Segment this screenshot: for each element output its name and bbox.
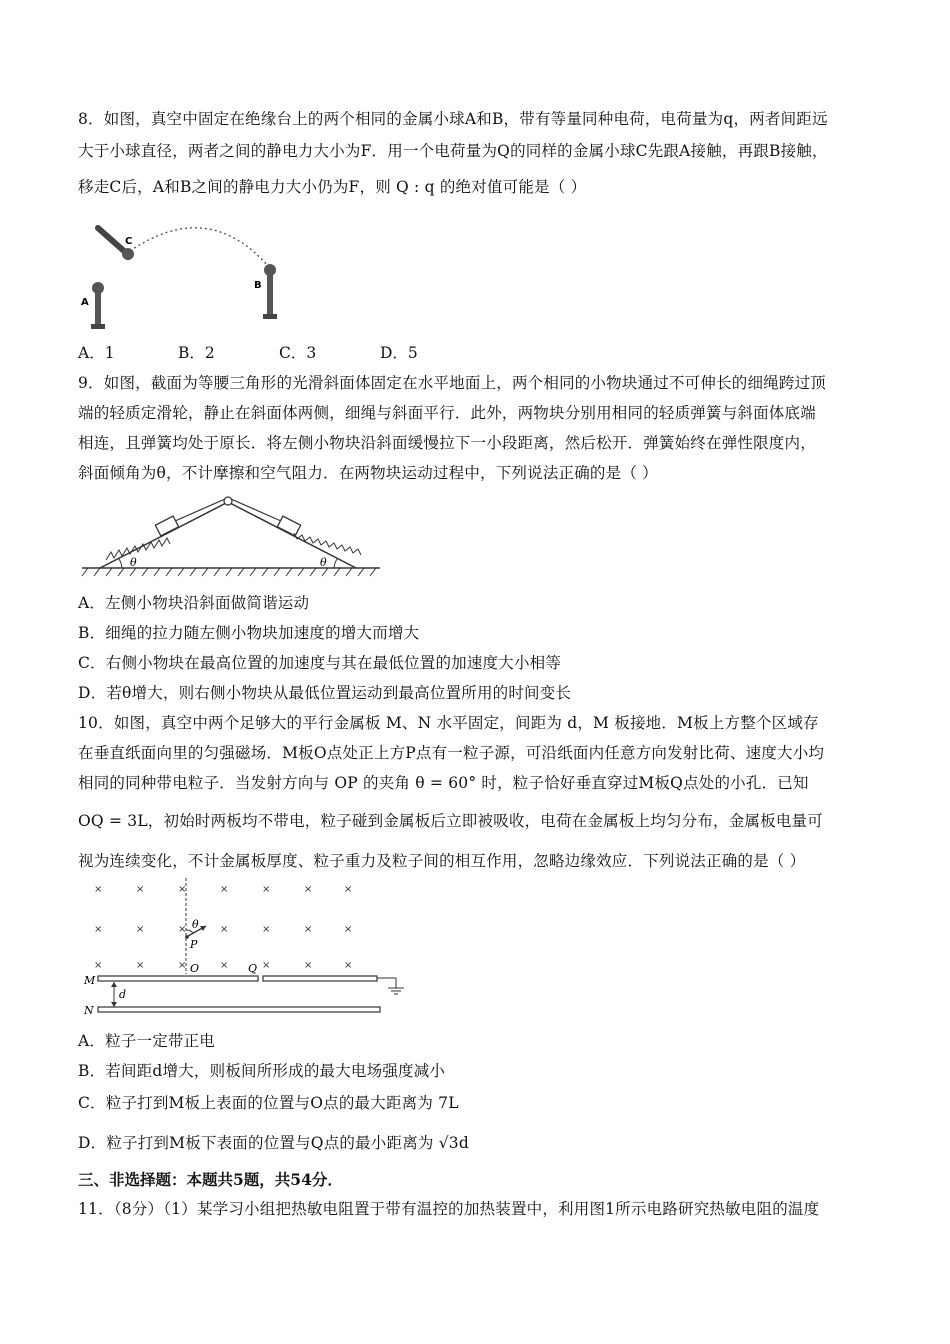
q9-spring-right <box>294 533 361 555</box>
q10-label-o: O <box>190 962 200 975</box>
svg-text:×: × <box>178 960 187 971</box>
q8-stem-line-2: 大于小球直径，两者之间的静电力大小为F．用一个电荷量为Q的同样的金属小球C先跟A接触，再跟B接触， <box>78 142 828 160</box>
q9-stem-line-2: 端的轻质定滑轮，静止在斜面体两侧，细绳与斜面平行．此外，两物块分别用相同的轻质弹簧与斜面体底端 <box>78 404 816 422</box>
q9-option-b[interactable]: B．细绳的拉力随左侧小物块加速度的增大而增大 <box>78 624 420 642</box>
q8-base-a <box>91 324 105 329</box>
svg-text:×: × <box>344 924 353 935</box>
q9-ground-hatch <box>82 568 376 576</box>
q9-pulley <box>224 497 232 505</box>
q9-block-right <box>277 516 300 536</box>
q10-label-q: Q <box>248 962 258 975</box>
q10-label-theta: θ <box>192 918 199 931</box>
q9-incline-triangle <box>100 502 356 568</box>
q10-point-p <box>185 935 189 939</box>
q8-label-c: C <box>125 236 133 247</box>
q10-stem-line-1: 10．如图，真空中两个足够大的平行金属板 M、N 水平固定，间距为 d，M 板接地．M板上方整个区域存 <box>78 714 819 732</box>
svg-text:×: × <box>94 924 103 935</box>
q8-insulating-handle <box>98 228 124 251</box>
q10-stem-line-2: 在垂直纸面向里的匀强磁场．M板O点处正上方P点有一粒子源，可沿纸面内任意方向发射比荷、速度大小均 <box>78 744 825 762</box>
svg-text:×: × <box>220 884 229 895</box>
svg-text:×: × <box>304 884 313 895</box>
q9-option-c[interactable]: C．右侧小物块在最高位置的加速度与其在最低位置的加速度大小相等 <box>78 654 562 672</box>
q8-option-b[interactable]: B．2 <box>178 344 215 362</box>
q10-plate-m-right <box>263 976 377 981</box>
q9-block-left <box>155 516 178 536</box>
q8-ball-a <box>92 282 104 294</box>
svg-text:×: × <box>94 960 103 971</box>
q9-stem-line-4: 斜面倾角为θ，不计摩擦和空气阻力．在两物块运动过程中，下列说法正确的是（ ） <box>78 464 658 482</box>
svg-text:×: × <box>136 924 145 935</box>
q11-stem-line-1: 11．（8分）（1）某学习小组把热敏电阻置于带有温控的加热装置中，利用图1所示电路研究热敏电阻的温度 <box>78 1200 820 1218</box>
svg-text:×: × <box>304 924 313 935</box>
q9-angle-arc-right <box>334 559 337 568</box>
q9-rope-left <box>175 499 225 521</box>
q9-stem-line-3: 相连，且弹簧均处于原长．将左侧小物块沿斜面缓慢拉下一小段距离，然后松开．弹簧始终在弹性限度内， <box>78 434 816 452</box>
q10-option-d[interactable]: D．粒子打到M板下表面的位置与Q点的最小距离为 √3d <box>78 1134 469 1152</box>
q8-stand-b <box>267 275 273 315</box>
q8-trajectory-dashed <box>130 228 268 266</box>
q8-option-c[interactable]: C．3 <box>279 344 317 362</box>
q8-ball-b <box>264 264 276 276</box>
q10-label-m: M <box>84 974 96 987</box>
svg-text:×: × <box>344 884 353 895</box>
q8-figure <box>78 218 288 336</box>
q10-plate-n <box>98 1007 380 1012</box>
svg-text:×: × <box>262 924 271 935</box>
q8-base-b <box>263 314 277 319</box>
q10-label-n: N <box>84 1004 94 1017</box>
q10-gap-arrow-top <box>111 982 117 987</box>
svg-text:×: × <box>136 960 145 971</box>
q10-figure <box>82 878 412 1020</box>
q8-stand-a <box>95 293 101 325</box>
q10-stem-line-4: OQ = 3L，初始时两板均不带电，粒子碰到金属板后立即被吸收，电荷在金属板上均匀分布，金属板电量可 <box>78 812 823 830</box>
q8-label-b: B <box>254 280 262 291</box>
svg-text:×: × <box>136 884 145 895</box>
q9-angle-arc-left <box>119 559 122 568</box>
q9-theta-left: θ <box>130 556 137 569</box>
q10-gap-arrow-bottom <box>111 1002 117 1007</box>
svg-text:×: × <box>220 924 229 935</box>
q9-stem-line-1: 9．如图，截面为等腰三角形的光滑斜面体固定在水平地面上，两个相同的小物块通过不可伸长的细绳跨过顶 <box>78 374 826 392</box>
q9-figure <box>82 490 382 582</box>
q10-option-b[interactable]: B．若间距d增大，则板间所形成的最大电场强度减小 <box>78 1062 446 1080</box>
svg-text:×: × <box>262 960 271 971</box>
q10-plate-m-left <box>98 976 258 981</box>
svg-text:×: × <box>178 924 187 935</box>
q8-option-d[interactable]: D．5 <box>380 344 418 362</box>
q9-rope-right <box>231 499 281 521</box>
q10-magnetic-field <box>94 884 352 971</box>
svg-text:×: × <box>344 960 353 971</box>
q10-label-d: d <box>119 988 127 1001</box>
q8-stem-line-3: 移走C后，A和B之间的静电力大小仍为F，则 Q : q 的绝对值可能是（ ） <box>78 178 587 196</box>
svg-text:×: × <box>304 960 313 971</box>
q10-label-p: P <box>190 938 198 951</box>
section-3-heading: 三、非选择题：本题共5题，共54分． <box>78 1170 343 1189</box>
q9-option-a[interactable]: A．左侧小物块沿斜面做简谐运动 <box>78 594 310 612</box>
q8-stem-line-1: 8．如图，真空中固定在绝缘台上的两个相同的金属小球A和B，带有等量同种电荷，电荷量为q，两者间距远 <box>78 110 828 128</box>
q9-option-d[interactable]: D．若θ增大，则右侧小物块从最低位置运动到最高位置所用的时间变长 <box>78 684 572 702</box>
q8-label-a: A <box>81 297 89 308</box>
q10-stem-line-3: 相同的同种带电粒子．当发射方向与 OP 的夹角 θ = 60° 时，粒子恰好垂直穿过M板Q点处的小孔．已知 <box>78 774 809 792</box>
q8-ball-c <box>122 248 134 260</box>
svg-text:×: × <box>262 884 271 895</box>
q8-option-a[interactable]: A．1 <box>78 344 115 362</box>
q10-option-a[interactable]: A．粒子一定带正电 <box>78 1032 215 1050</box>
q10-option-c[interactable]: C．粒子打到M板上表面的位置与O点的最大距离为 7L <box>78 1094 459 1112</box>
svg-text:×: × <box>94 884 103 895</box>
svg-text:×: × <box>178 884 187 895</box>
svg-text:×: × <box>220 960 229 971</box>
q9-theta-right: θ <box>320 556 327 569</box>
q10-stem-line-5: 视为连续变化，不计金属板厚度、粒子重力及粒子间的相互作用，忽略边缘效应．下列说法正确的是（ ） <box>78 852 806 870</box>
